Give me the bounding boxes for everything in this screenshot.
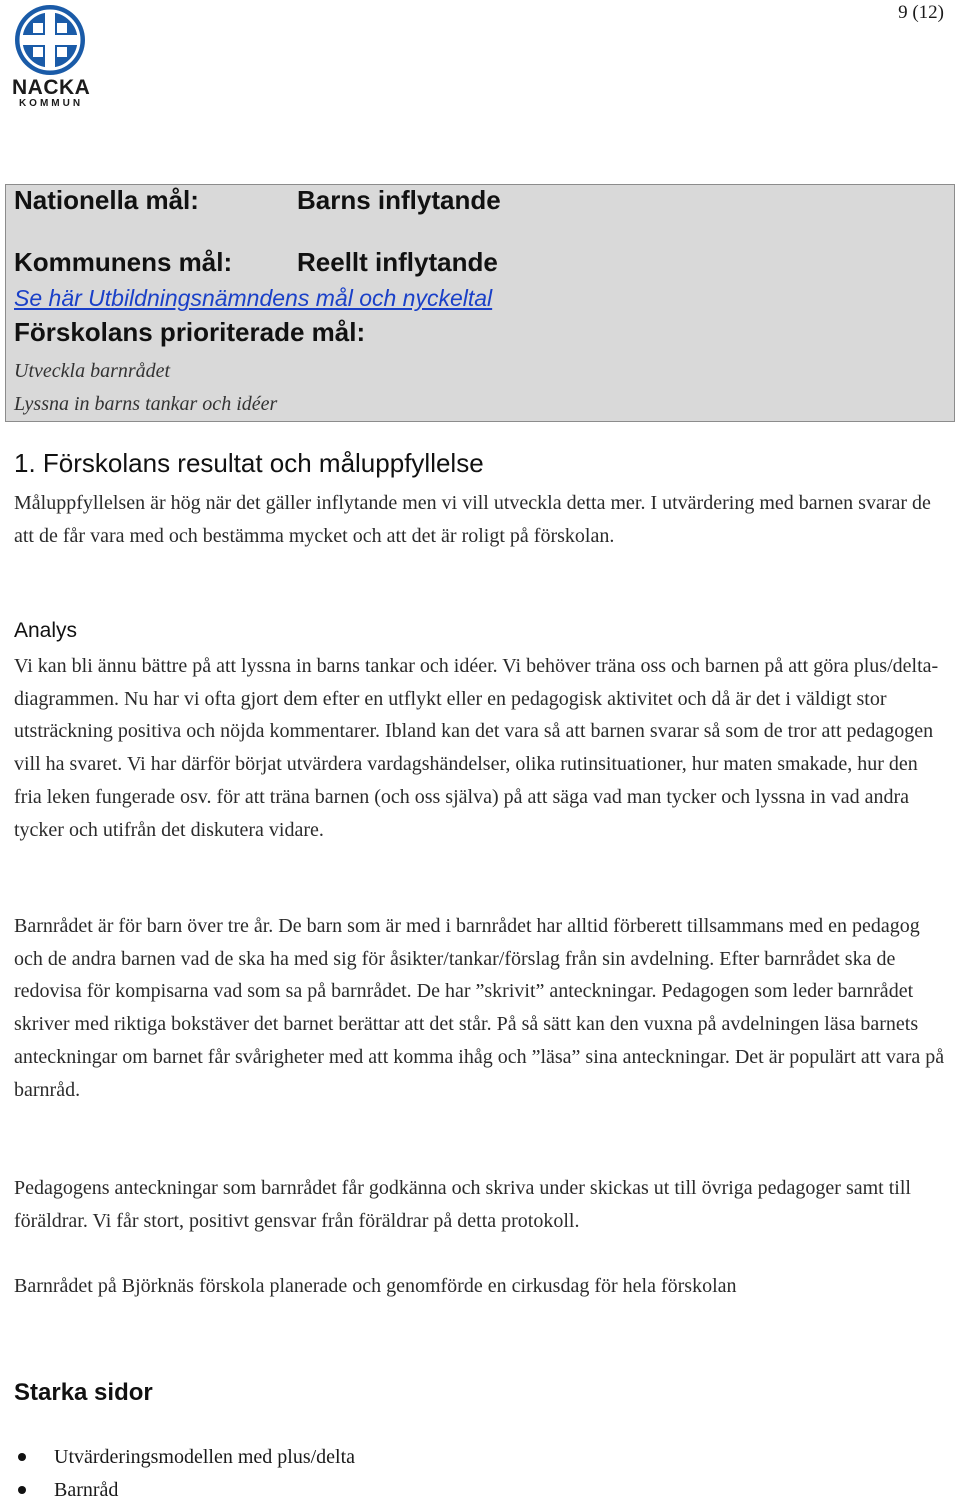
page-number: 9 (12) bbox=[898, 2, 944, 23]
list-item: Barnråd bbox=[14, 1474, 355, 1507]
analysis-paragraph: Vi kan bli ännu bättre på att lyssna in barns tankar och idéer. Vi behöver träna oss och barnen på att göra plus/delta-diagrammen. Nu har vi ofta gjort dem efter en utflykt eller en pedagogisk aktivitet och då är det i väldigt stor utsträckning positiva och nöjda kommentarer. Ibland kan det vara så att barnen svarar så som de tror att pedagogen vill ha svaret. Vi har därför börjat utvärdera vardagshändelser, olika rutinsituationer, hur maten smakade, hur den fria leken fungerade osv. för att träna barnen (och oss själva) på att säga vad man tycker och lyssna in vad andra tycker och utifrån det diskutera vidare. bbox=[14, 655, 939, 841]
national-goal-value: Barns inflytande bbox=[297, 185, 501, 215]
analysis-heading: Analys bbox=[14, 619, 78, 642]
nacka-emblem-icon bbox=[12, 4, 90, 76]
nacka-logo bbox=[12, 4, 90, 108]
analysis-paragraph: Barnrådet är för barn över tre år. De barn som är med i barnrådet har alltid förberett tillsammans med en pedagog och de andra barnen vad de ska ha med sig för åsikter/tankar/förslag från sin avdelning. Efter barnrådet ska de redovisa för kompisarna vad som sa på barnrådet. De har ”skrivit” anteckningar. Pedagogen som leder barnrådet skriver med riktiga bokstäver det barnet berättar att det står. På så sätt kan den vuxna på avdelningen läsa barnets anteckningar om barnet får svårigheter med att komma ihåg och ”läsa” sina anteckningar. Det är populärt att vara på barnråd. bbox=[14, 915, 945, 1101]
analysis-paragraph: Pedagogens anteckningar som barnrådet får godkänna och skriva under skickas ut till övriga pedagoger samt till föräldrar. Vi får stort, positivt gensvar från föräldrar på detta protokoll. bbox=[14, 1177, 911, 1232]
priority-goal-item: Lyssna in barns tankar och idéer bbox=[14, 393, 278, 415]
strengths-heading: Starka sidor bbox=[14, 1379, 153, 1406]
priority-goals-label: Förskolans prioriterade mål: bbox=[14, 317, 366, 347]
national-goal-label: Nationella mål: bbox=[14, 185, 199, 215]
logo-name: NACKA bbox=[12, 76, 91, 99]
section-heading: 1. Förskolans resultat och måluppfyllelse bbox=[14, 448, 484, 478]
goals-link[interactable]: Se här Utbildningsnämndens mål och nyckeltal bbox=[14, 285, 493, 311]
analysis-paragraph: Barnrådet på Björknäs förskola planerade och genomförde en cirkusdag för hela förskolan bbox=[14, 1275, 737, 1297]
priority-goal-item: Utveckla barnrådet bbox=[14, 360, 171, 382]
municipal-goal-value: Reellt inflytande bbox=[297, 247, 498, 277]
municipal-goal-label: Kommunens mål: bbox=[14, 247, 233, 277]
list-item: Utvärderingsmodellen med plus/delta bbox=[14, 1441, 355, 1474]
section-paragraph: Måluppfyllelsen är hög när det gäller inflytande men vi vill utveckla detta mer. I utvärdering med barnen svarar de att de får vara med och bestämma mycket och att det är roligt på förskolan. bbox=[14, 492, 931, 547]
logo-sub: KOMMUN bbox=[18, 98, 84, 109]
strengths-list bbox=[14, 1441, 355, 1507]
